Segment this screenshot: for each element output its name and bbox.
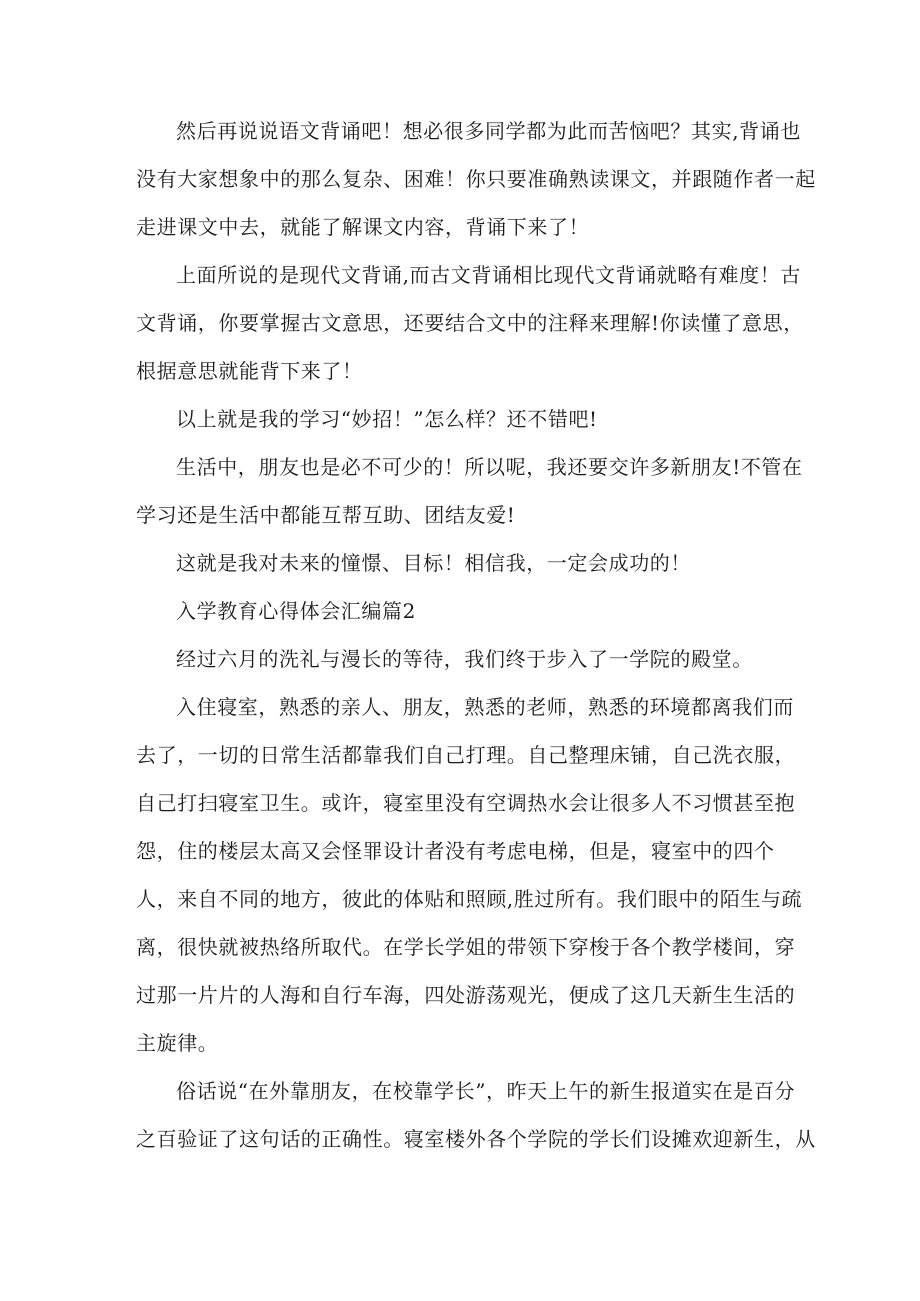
text-line: 学习还是生活中都能互帮互助、团结友爱! [136, 503, 516, 527]
text-line: 离，很快就被热络所取代。在学长学姐的带领下穿梭于各个教学楼间，穿 [136, 935, 796, 959]
text-line: 以上就是我的学习“妙招！”怎么样？还不错吧! [176, 407, 598, 431]
text-line: 走进课文中去，就能了解课文内容，背诵下来了！ [136, 215, 590, 239]
text-line: 没有大家想象中的那么复杂、困难！你只要准确熟读课文，并跟随作者一起 [136, 167, 816, 191]
text-line: 然后再说说语文背诵吧！想必很多同学都为此而苦恼吧？其实,背诵也 [176, 119, 801, 143]
text-line: 主旋律。 [136, 1031, 219, 1055]
text-line: 过那一片片的人海和自行车海，四处游荡观光，便成了这几天新生生活的 [136, 983, 796, 1007]
text-line: 这就是我对未来的憧憬、目标！相信我，一定会成功的！ [176, 551, 691, 575]
text-line: 文背诵，你要掌握古文意思，还要结合文中的注释来理解!你读懂了意思， [136, 311, 804, 335]
text-line: 俗话说“在外靠朋友，在校靠学长”，昨天上午的新生报道实在是百分 [176, 1079, 796, 1103]
text-line: 怨，住的楼层太高又会怪罪设计者没有考虑电梯，但是，寝室中的四个 [136, 839, 775, 863]
text-line: 自己打扫寝室卫生。或许，寝室里没有空调热水会让很多人不习惯甚至抱 [136, 791, 796, 815]
text-line: 经过六月的洗礼与漫长的等待，我们终于步入了一学院的殿堂。 [176, 647, 753, 671]
text-line: 去了，一切的日常生活都靠我们自己打理。自己整理床铺，自己洗衣服， [136, 743, 796, 767]
text-line: 之百验证了这句话的正确性。寝室楼外各个学院的学长们设摊欢迎新生，从 [136, 1127, 816, 1151]
text-line: 人，来自不同的地方，彼此的体贴和照顾,胜过所有。我们眼中的陌生与疏 [136, 887, 803, 911]
text-line: 根据意思就能背下来了！ [136, 359, 363, 383]
text-line: 上面所说的是现代文背诵,而古文背诵相比现代文背诵就略有难度！古 [176, 263, 801, 287]
text-line: 生活中，朋友也是必不可少的！所以呢，我还要交许多新朋友!不管在 [176, 455, 803, 479]
section-heading: 入学教育心得体会汇编篇2 [176, 599, 416, 623]
text-line: 入住寝室，熟悉的亲人、朋友，熟悉的老师，熟悉的环境都离我们而 [176, 695, 794, 719]
